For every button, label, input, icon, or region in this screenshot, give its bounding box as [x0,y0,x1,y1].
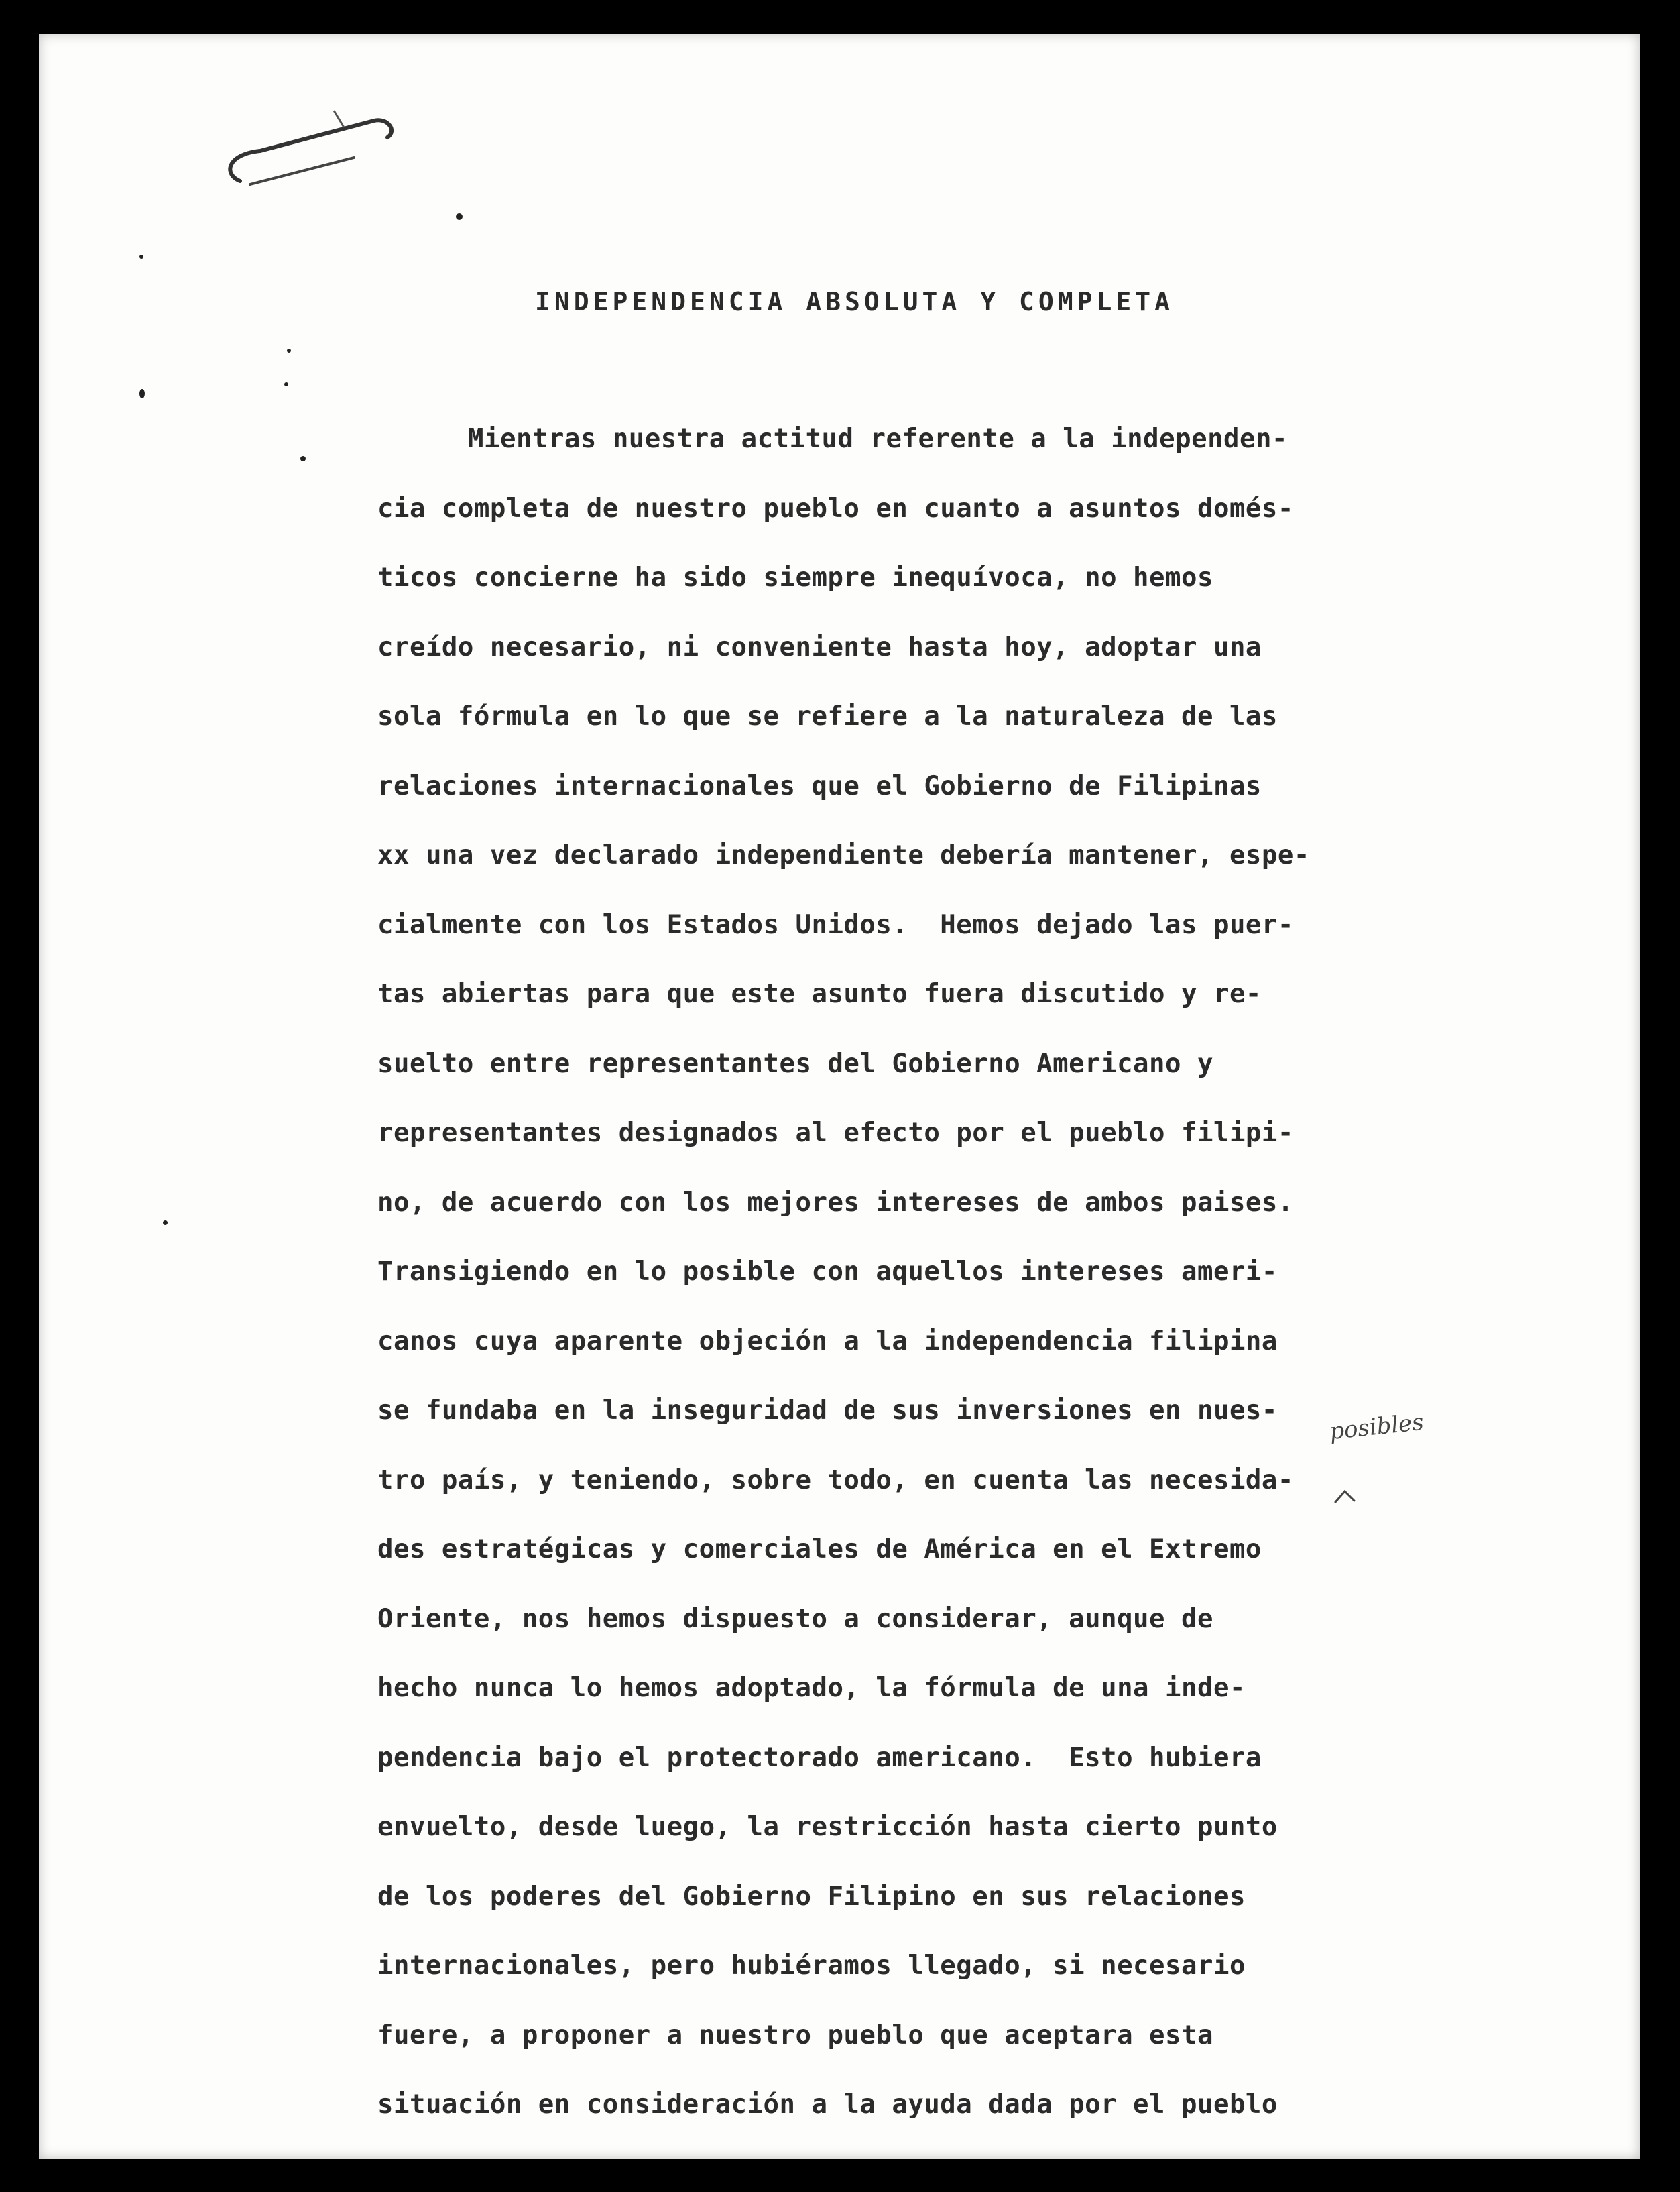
text-line: Mientras nuestra actitud referente a la independen- [468,424,1288,454]
document-title: INDEPENDENCIA ABSOLUTA Y COMPLETA [535,287,1174,316]
text-line: se fundaba en la inseguridad de sus inversiones en nues- [377,1395,1278,1426]
text-line: ticos concierne ha sido siempre inequívoca, no hemos [377,563,1213,593]
body-paragraph [377,419,1551,2154]
document-page [39,34,1640,2159]
text-line: representantes designados al efecto por el pueblo filipi- [377,1118,1294,1148]
text-line: sola fórmula en lo que se refiere a la naturaleza de las [377,701,1278,732]
text-line: hecho nunca lo hemos adoptado, la fórmula de una inde- [377,1673,1246,1703]
ink-speck [284,382,288,386]
ink-speck [300,456,306,461]
insertion-caret-icon [1333,1487,1357,1505]
ink-speck [287,349,291,353]
text-line: cia completa de nuestro pueblo en cuanto a asuntos domés- [377,493,1294,524]
text-line: Oriente, nos hemos dispuesto a considerar, aunque de [377,1603,1213,1634]
ink-speck [139,389,145,398]
text-line: relaciones internacionales que el Gobierno de Filipinas [377,770,1262,801]
text-line: situación en consideración a la ayuda dada por el pueblo [377,2089,1278,2120]
text-line: suelto entre representantes del Gobierno Americano y [377,1048,1213,1079]
ink-speck [456,213,463,220]
text-line: creído necesario, ni conveniente hasta hoy, adoptar una [377,632,1262,662]
ink-speck [139,255,143,259]
text-line: tro país, y teniendo, sobre todo, en cuenta las necesida- [377,1464,1294,1495]
text-line: xx una vez declarado independiente debería mantener, espe- [377,840,1310,870]
text-line: canos cuya aparente objeción a la independencia filipina [377,1326,1278,1357]
text-line: cialmente con los Estados Unidos. Hemos dejado las puer- [377,909,1294,940]
text-line: de los poderes del Gobierno Filipino en sus relaciones [377,1881,1246,1912]
text-line: pendencia bajo el protectorado americano. Esto hubiera [377,1742,1262,1773]
text-line: des estratégicas y comerciales de América en el Extremo [377,1534,1262,1564]
handwritten-insertion: posibles [1328,1408,1425,1446]
ink-speck [163,1220,168,1225]
text-line: no, de acuerdo con los mejores intereses de ambos paises. [377,1187,1294,1218]
text-line: envuelto, desde luego, la restricción hasta cierto punto [377,1812,1278,1842]
text-line: Transigiendo en lo posible con aquellos intereses ameri- [377,1257,1278,1287]
text-line: tas abiertas para que este asunto fuera discutido y re- [377,979,1262,1009]
text-line: internacionales, pero hubiéramos llegado, si necesario [377,1951,1246,1981]
paperclip-mark-icon [220,101,434,201]
text-line: fuere, a proponer a nuestro pueblo que aceptara esta [377,2020,1213,2051]
